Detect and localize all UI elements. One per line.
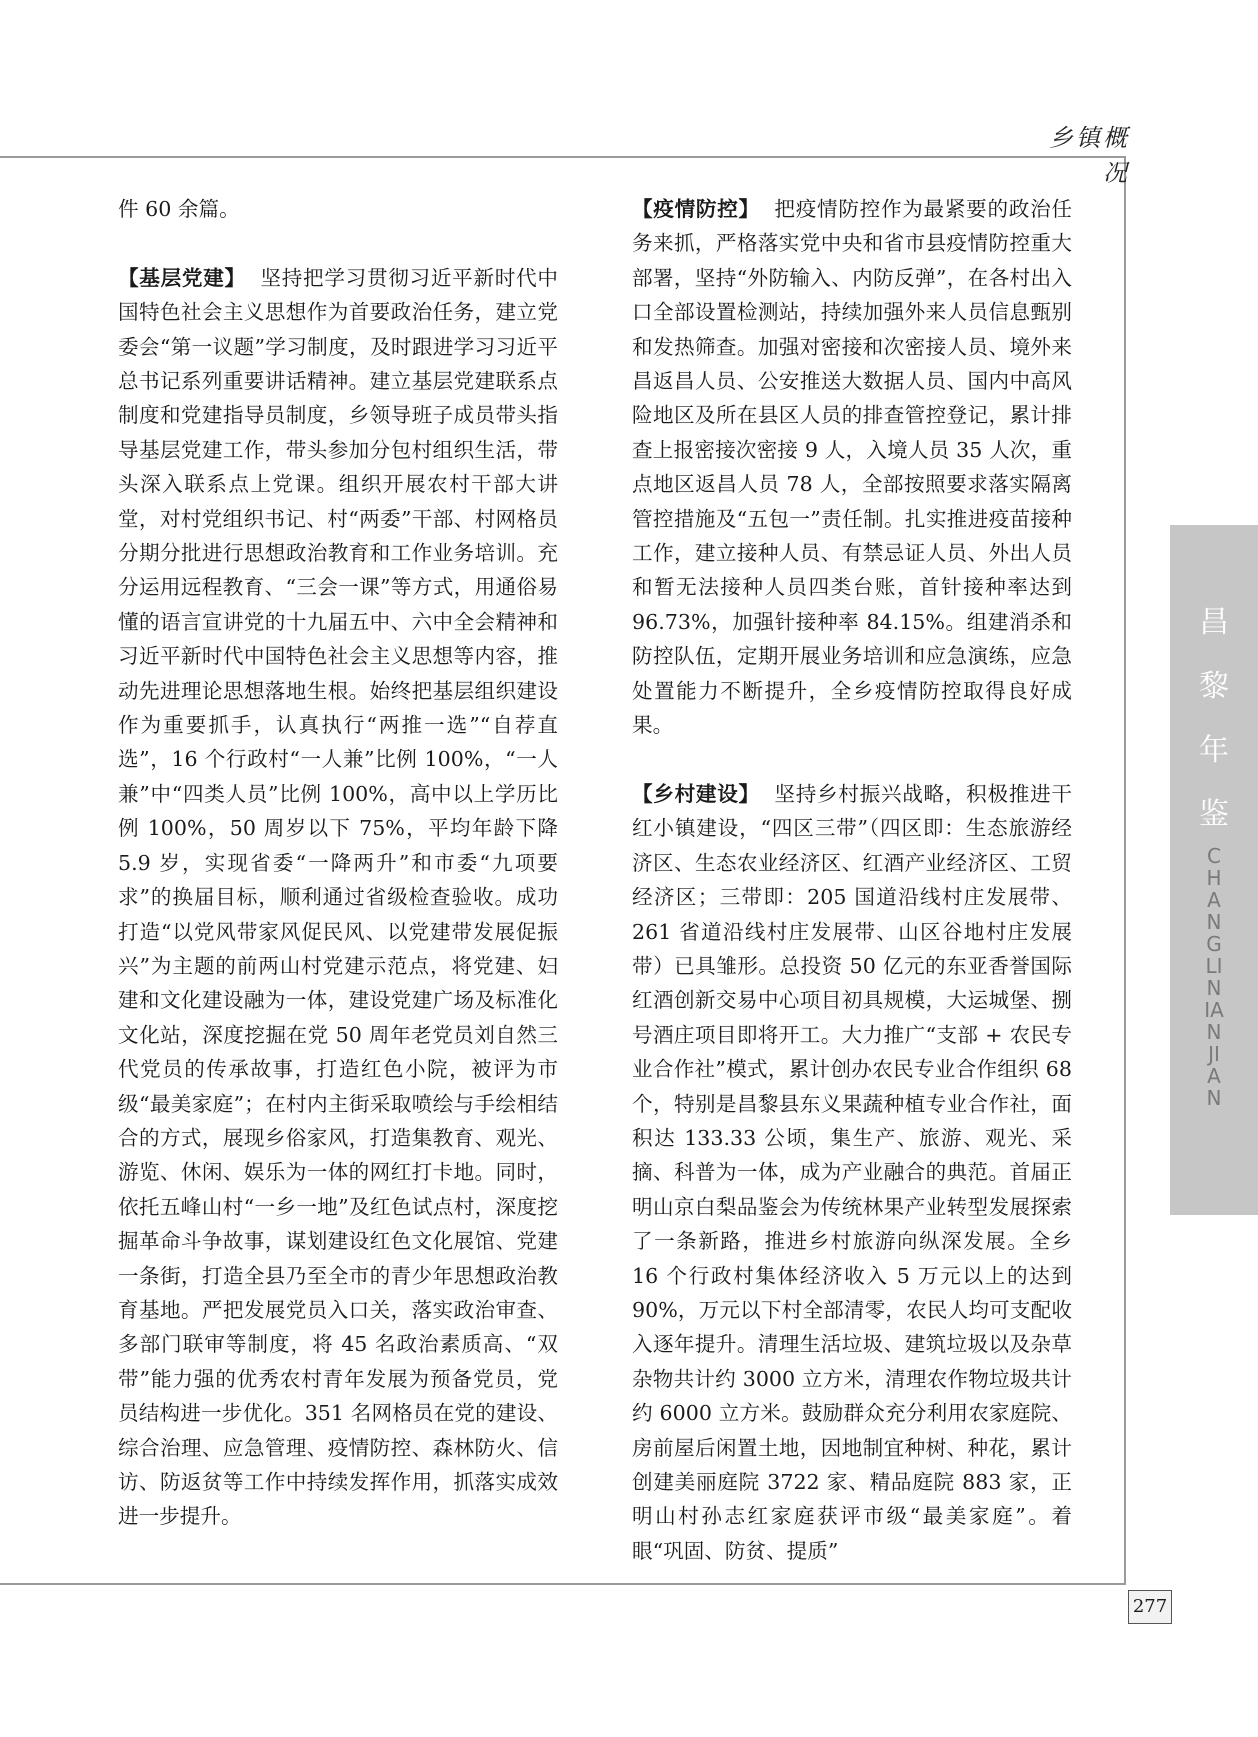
section-title: 乡镇概况 (1049, 124, 1130, 187)
page-frame-top-rule (0, 156, 1126, 158)
side-tab-pinyin-title: CHANGLINIANJIAN (1204, 844, 1224, 1110)
section-tag-grassroots-party: 【基层党建】 (118, 265, 246, 290)
page-frame-right-rule (1124, 156, 1126, 1584)
paragraph-text: 坚持把学习贯彻习近平新时代中国特色社会主义思想作为首要政治任务，建立党委会“第一议题”学习制度，及时跟进学习习近平总书记系列重要讲话精神。建立基层党建联系点制度和党建指导员制度，乡领导班子成员带头指导基层党建工作，带头参加分包村组织生活，带头深入联系点上党课。组织开展农村干部大讲堂，对村党组织书记、村“两委”干部、村网格员分期分批进行思想政治教育和工作业务培训。充分运用远程教育、“三会一课”等方式，用通俗易懂的语言宣讲党的十九届五中、六中全会精神和习近平新时代中国特色社会主义思想等内容，推动先进理论思想落地生根。始终把基层组织建设作为重要抓手，认真执行“两推一选”“自荐直选”，16 个行政村“一人兼”比例 100%，“一人兼”中“四类人员”比例 100%，高中以上学历比例 100%，50 周岁以下 75%，平均年龄下降 5.9 岁，实现省委“一降两升”和市委“九项要求”的换届目标，顺利通过省级检查验收。成功打造“以党风带家风促民风、以党建带发展促振兴”为主题的前两山村党建示范点，将党建、妇建和文化建设融为一体，建设党建广场及标准化文化站，深度挖掘在党 50 周年老党员刘自然三代党员的传承故事，打造红色小院，被评为市级“最美家庭”；在村内主街采取喷绘与手绘相结合的方式，展现乡俗家风，打造集教育、观光、游览、休闲、娱乐为一体的网红打卡地。同时，依托五峰山村“一乡一地”及红色试点村，深度挖掘革命斗争故事，谋划建设红色文化展馆、党建一条街，打造全县乃至全市的青少年思想政治教育基地。严把发展党员入口关，落实政治审查、多部门联审等制度，将 45 名政治素质高、“双带”能力强的优秀农村青年发展为预备党员，党员结构进一步优化。351 名网格员在党的建设、综合治理、应急管理、疫情防控、森林防火、信访、防返贫等工作中持续发挥作用，抓落实成效进一步提升。 (118, 265, 559, 1529)
paragraph-text: 坚持乡村振兴战略，积极推进干红小镇建设，“四区三带”（四区即：生态旅游经济区、生态农业经济区、红酒产业经济区、工贸经济区；三带即：205 国道沿线村庄发展带、261 省道沿线村庄发展带、山区谷地村庄发展带）已具雏形。总投资 50 亿元的东亚香誉国际红酒创新交易中心项目初具规模，大运城堡、捌号酒庄项目即将开工。大力推广“支部 + 农民专业合作社”模式，累计创办农民专业合作组织 68 个，特别是昌黎县东义果蔬种植专业合作社，面积达 133.33 公顷，集生产、旅游、观光、采摘、科普为一体，成为产业融合的典范。首届正明山京白梨品鉴会为传统林果产业转型发展探索了一条新路，推进乡村旅游向纵深发展。全乡 16 个行政村集体经济收入 5 万元以上的达到 90%，万元以下村全部清零，农民人均可支配收入逐年提升。清理生活垃圾、建筑垃圾以及杂草杂物共计约 3000 立方米，清理农作物垃圾共计约 6000 立方米。鼓励群众充分利用农家庭院、房前屋后闲置土地，因地制宜种树、种花，累计创建美丽庭院 3722 家、精品庭院 883 家，正明山村孙志红家庭获评市级“最美家庭”。着眼“巩固、防贫、提质” (632, 781, 1073, 1563)
side-tab-chinese-title: 昌 黎 年 鉴 (1199, 605, 1229, 832)
page-number: 277 (1128, 1590, 1172, 1624)
paragraph-continuation: 件 60 余篇。 (118, 197, 240, 221)
paragraph-grassroots-party (118, 261, 558, 1534)
section-tag-rural-construction: 【乡村建设】 (632, 781, 760, 806)
right-column (632, 192, 1072, 1568)
page-frame-bottom-rule (0, 1583, 1126, 1585)
left-column (118, 192, 558, 1534)
paragraph-text: 把疫情防控作为最紧要的政治任务来抓，严格落实党中央和省市县疫情防控重大部署，坚持“外防输入、内防反弹”，在各村出入口全部设置检测站，持续加强外来人员信息甄别和发热筛查。加强对密接和次密接人员、境外来昌返昌人员、公安推送大数据人员、国内中高风险地区及所在县区人员的排查管控登记，累计排查上报密接次密接 9 人，入境人员 35 人次，重点地区返昌人员 78 人，全部按照要求落实隔离管控措施及“五包一”责任制。扎实推进疫苗接种工作，建立接种人员、有禁忌证人员、外出人员和暂无法接种人员四类台账，首针接种率达到 96.73%，加强针接种率 84.15%。组建消杀和防控队伍，定期开展业务培训和应急演练，应急处置能力不断提升，全乡疫情防控取得良好成果。 (632, 197, 1073, 738)
paragraph-epidemic-control (632, 192, 1072, 743)
section-tag-epidemic-control: 【疫情防控】 (632, 197, 760, 221)
side-tab-yearbook (1170, 525, 1258, 1215)
paragraph-rural-construction (632, 777, 1072, 1568)
